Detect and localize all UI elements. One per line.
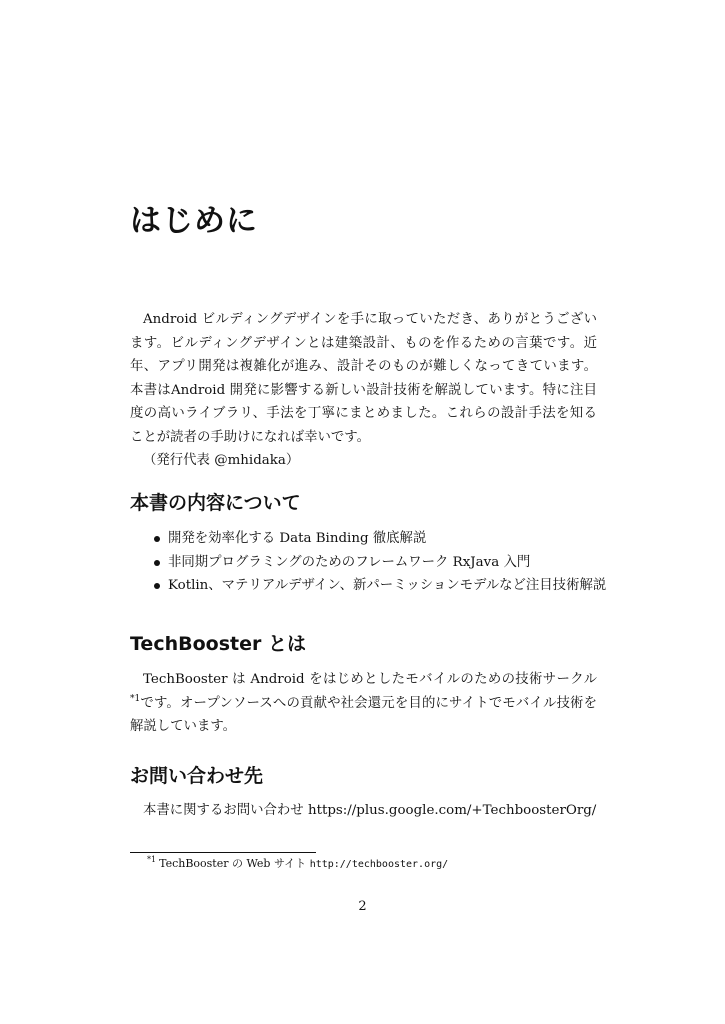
techbooster-heading: TechBooster とは — [130, 633, 306, 655]
chapter-title: はじめに — [130, 203, 258, 239]
bullet-icon — [154, 560, 160, 566]
footnote-text: TechBooster の Web サイト — [159, 857, 307, 870]
contents-heading: 本書の内容について — [130, 492, 301, 514]
footnote-reference[interactable]: *1 — [130, 693, 141, 704]
contact-heading: お問い合わせ先 — [130, 765, 264, 787]
page-number: 2 — [358, 899, 367, 914]
footnote-url[interactable]: http://techbooster.org/ — [309, 859, 449, 870]
list-item-text: 非同期プログラミングのためのフレームワーク RxJava 入門 — [168, 554, 531, 570]
contact-block — [130, 799, 597, 823]
list-item — [152, 574, 607, 598]
contents-list — [152, 527, 607, 598]
footnote-divider — [130, 852, 316, 853]
intro-signature: （発行代表 @mhidaka） — [143, 453, 300, 468]
techbooster-text-start: TechBooster は Android をはじめとしたモバイルのための技術サークル — [143, 672, 597, 687]
intro-block — [130, 308, 597, 473]
list-item — [152, 551, 602, 575]
techbooster-text-end: です。オープンソースへの貢献や社会還元を目的にサイトでモバイル技術を解説しています。 — [130, 695, 597, 734]
bullet-icon — [154, 583, 160, 589]
list-item-text: Kotlin、マテリアルデザイン、新パーミッションモデルなど注目技術解説 — [168, 578, 607, 593]
footnote-mark: *1 — [147, 855, 157, 864]
techbooster-paragraph — [130, 668, 597, 739]
list-item — [152, 527, 602, 551]
list-item-text: 開発を効率化する Data Binding 徹底解説 — [168, 531, 427, 546]
techbooster-block — [130, 668, 597, 739]
footnote — [147, 855, 448, 874]
intro-paragraph: Android ビルディングデザインを手に取っていただき、ありがとうございます。ビルディングデザインとは建築設計、ものを作るための言葉です。近年、アプリ開発は複雑化が進み、設計そのものが難しくなってきています。本書はAndroid 開発に影響する新しい設計技術を解説しています。特に注目度の高いライブラリ、手法を丁寧にまとめました。これらの設計手法を知ることが読者の手助けになれば幸いです。 — [130, 312, 597, 445]
bullet-icon — [154, 536, 160, 542]
contact-text: 本書に関するお問い合わせ https://plus.google.com/+TechboosterOrg/ — [143, 803, 597, 818]
